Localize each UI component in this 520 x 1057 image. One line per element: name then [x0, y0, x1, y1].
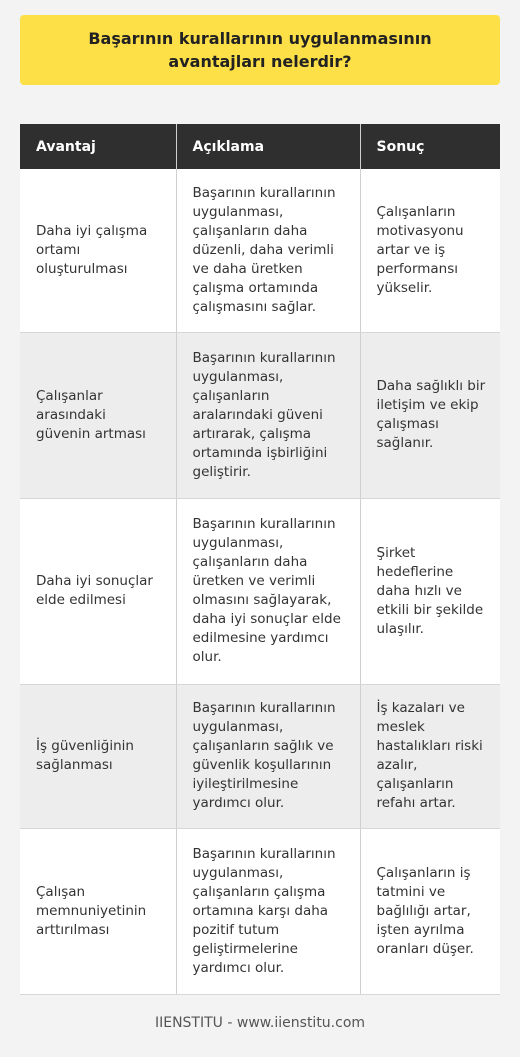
cell-description: Başarının kurallarının uygulanması, çalışanların daha üretken ve verimli olmasını sağlayarak, daha iyi sonuçlar elde edilmesine yardımcı olur.	[176, 498, 360, 684]
cell-result: Çalışanların iş tatmini ve bağlılığı artar, işten ayrılma oranları düşer.	[360, 828, 500, 994]
cell-advantage: Daha iyi sonuçlar elde edilmesi	[20, 498, 176, 684]
cell-result: Şirket hedeflerine daha hızlı ve etkili bir şekilde ulaşılır.	[360, 498, 500, 684]
cell-advantage: Çalışan memnuniyetinin arttırılması	[20, 828, 176, 994]
table-header-row	[20, 124, 500, 169]
table-row	[20, 169, 500, 332]
cell-advantage: İş güvenliğinin sağlanması	[20, 684, 176, 828]
cell-advantage: Daha iyi çalışma ortamı oluşturulması	[20, 169, 176, 332]
table-row	[20, 828, 500, 994]
cell-result: Çalışanların motivasyonu artar ve iş performansı yükselir.	[360, 169, 500, 332]
page-title: Başarının kurallarının uygulanmasının avantajları nelerdir?	[88, 29, 432, 71]
cell-result: Daha sağlıklı bir iletişim ve ekip çalışması sağlanır.	[360, 332, 500, 498]
header-advantage: Avantaj	[20, 124, 176, 169]
table-row	[20, 498, 500, 684]
cell-advantage: Çalışanlar arasındaki güvenin artması	[20, 332, 176, 498]
advantages-table	[20, 124, 500, 995]
cell-result: İş kazaları ve meslek hastalıkları riski azalır, çalışanların refahı artar.	[360, 684, 500, 828]
title-banner	[20, 15, 500, 85]
cell-description: Başarının kurallarının uygulanması, çalışanların sağlık ve güvenlik koşullarının iyileştirilmesine yardımcı olur.	[176, 684, 360, 828]
table-row	[20, 684, 500, 828]
cell-description: Başarının kurallarının uygulanması, çalışanların daha düzenli, daha verimli ve daha üretken çalışma ortamında çalışmasını sağlar.	[176, 169, 360, 332]
footer-credit: IIENSTITU - www.iienstitu.com	[154, 1015, 366, 1031]
table-row	[20, 332, 500, 498]
cell-description: Başarının kurallarının uygulanması, çalışanların aralarındaki güveni artırarak, çalışma ortamında işbirliğini geliştirir.	[176, 332, 360, 498]
header-result: Sonuç	[360, 124, 500, 169]
cell-description: Başarının kurallarının uygulanması, çalışanların çalışma ortamına karşı daha pozitif tutum geliştirmelerine yardımcı olur.	[176, 828, 360, 994]
header-description: Açıklama	[176, 124, 360, 169]
